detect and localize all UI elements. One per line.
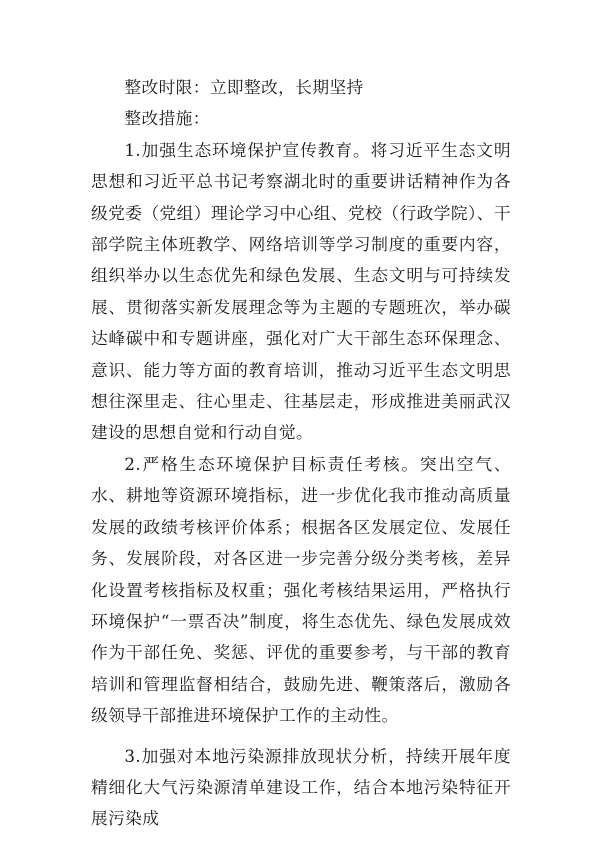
- measure-paragraph-1: 1.加强生态环境保护宣传教育。将习近平生态文明思想和习近平总书记考察湖北时的重要讲话精神作为各级党委（党组）理论学习中心组、党校（行政学院）、干部学院主体班教学、网络培训等学习制度的重要内容，组织举办以生态优先和绿色发展、生态文明与可持续发展、贯彻落实新发展理念等为主题的专题班次，举办碳达峰碳中和专题讲座，强化对广大干部生态环保理念、意识、能力等方面的教育培训，推动习近平生态文明思想往深里走、往心里走、往基层走，形成推进美丽武汉建设的思想自觉和行动自觉。: [91, 139, 511, 443]
- measures-heading: 整改措施：: [124, 108, 210, 129]
- measure-paragraph-3: 3.加强对本地污染源排放现状分析，持续开展年度精细化大气污染源清单建设工作，结合本地污染特征开展污染成: [91, 745, 511, 829]
- measure-paragraph-2: 2.严格生态环境保护目标责任考核。突出空气、水、耕地等资源环境指标，进一步优化我市推动高质量发展的政绩考核评价体系；根据各区发展定位、发展任务、发展阶段，对各区进一步完善分级分类考核，差异化设置考核指标及权重；强化考核结果运用，严格执行环境保护“一票否决”制度，将生态优先、绿色发展成效作为干部任免、奖惩、评优的重要参考，与干部的教育培训和管理监督相结合，鼓励先进、鞭策落后，激励各级领导干部推进环境保护工作的主动性。: [91, 453, 511, 726]
- rectification-deadline: 整改时限：立即整改，长期坚持: [124, 77, 364, 97]
- document-body: [91, 72, 511, 835]
